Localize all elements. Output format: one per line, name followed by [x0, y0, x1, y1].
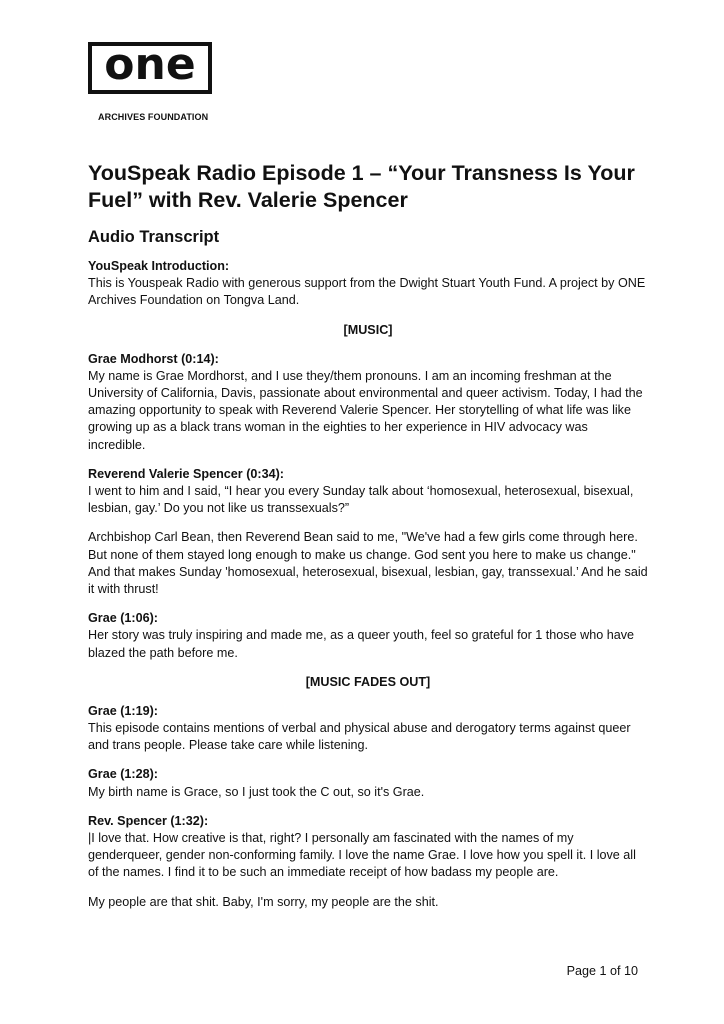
- transcript-text: This is Youspeak Radio with generous support from the Dwight Stuart Youth Fund. A project by ONE Archives Foundation on Tongva Land.: [88, 276, 646, 308]
- transcript-section: [88, 766, 648, 800]
- transcript-text: My name is Grae Mordhorst, and I use they/them pronouns. I am an incoming freshman at the University of California, Davis, passionate about environmental and queer activism. Today, I had the amazing opportunity to speak with Reverend Valerie Spencer. Her storytelling of what life was like growing up as a black trans woman in the eighties to her experience in HIV advocacy was incredible.: [88, 368, 643, 452]
- music-marker: [MUSIC]: [343, 322, 393, 337]
- document-body: [88, 160, 648, 911]
- transcript-section: [88, 529, 648, 598]
- transcript-section: [88, 610, 648, 662]
- transcript-text: This episode contains mentions of verbal and physical abuse and derogatory terms against queer and trans people. Please take care while listening.: [88, 721, 631, 753]
- speaker-label: Grae (1:06):: [88, 611, 158, 626]
- transcript-text: Archbishop Carl Bean, then Reverend Bean said to me, "We've had a few girls come through here. But none of them stayed long enough to make us change. God sent you here to make us change." And that makes Sunday 'homosexual, heterosexual, bisexual, lesbian, gay, transsexual.’ And he said it with thrust!: [88, 530, 648, 597]
- speaker-label: Grae Modhorst (0:14):: [88, 351, 219, 366]
- transcript-text: My birth name is Grace, so I just took the C out, so it's Grae.: [88, 784, 425, 799]
- speaker-label: Reverend Valerie Spencer (0:34):: [88, 466, 284, 481]
- document-subtitle: Audio Transcript: [88, 228, 220, 246]
- transcript-section: [88, 351, 648, 454]
- logo-word: one: [104, 39, 196, 90]
- speaker-label: YouSpeak Introduction:: [88, 259, 230, 273]
- transcript-text: My people are that shit. Baby, I'm sorry, my people are the shit.: [88, 894, 439, 909]
- music-marker: [MUSIC FADES OUT]: [305, 674, 431, 689]
- transcript-text: I went to him and I said, “I hear you every Sunday talk about ‘homosexual, heterosexual, bisexual, lesbian, gay.’ Do you not like us transsexuals?”: [88, 484, 634, 516]
- logo-box: [88, 39, 212, 94]
- transcript-text: |I love that. How creative is that, right? I personally am fascinated with the names of my genderqueer, gender non-conforming family. I love the name Grae. I love how you spell it. I love all of the names. I find it to be such an immediate receipt of how badass my people are.: [88, 831, 636, 880]
- transcript-text: Her story was truly inspiring and made me, as a queer youth, feel so grateful for 1 those who have blazed the path before me.: [88, 628, 635, 660]
- page-number: Page 1 of 10: [566, 964, 638, 978]
- one-archives-logo: [88, 39, 228, 122]
- transcript-section: [88, 258, 648, 310]
- transcript-section: [88, 703, 648, 755]
- speaker-label: Rev. Spencer (1:32):: [88, 813, 209, 828]
- transcript-section: [88, 894, 648, 911]
- speaker-label: Grae (1:19):: [88, 703, 158, 718]
- speaker-label: Grae (1:28):: [88, 767, 158, 782]
- logo-subtitle: ARCHIVES FOUNDATION: [98, 112, 209, 122]
- transcript-section: [88, 466, 648, 518]
- transcript-section: [88, 813, 648, 882]
- document-title: YouSpeak Radio Episode 1 – “Your Transness Is Your Fuel” with Rev. Valerie Spencer: [88, 161, 635, 212]
